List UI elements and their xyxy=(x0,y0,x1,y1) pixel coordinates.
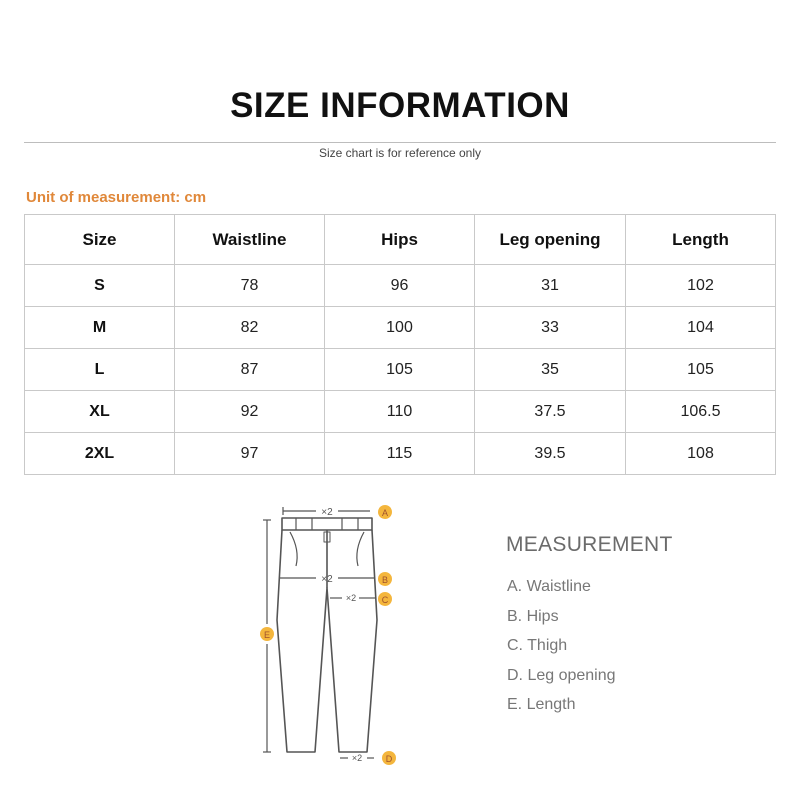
leg-opening-cell: 35 xyxy=(475,349,626,391)
measurement-item-hips: B. Hips xyxy=(507,607,559,625)
table-header-row xyxy=(25,215,776,265)
waist-multiplier: ×2 xyxy=(321,507,333,518)
marker-e-label: E xyxy=(263,630,271,640)
table-row xyxy=(25,349,776,391)
length-cell: 104 xyxy=(626,307,776,349)
measurement-list xyxy=(507,576,616,724)
length-cell: 102 xyxy=(626,265,776,307)
waistline-cell: 78 xyxy=(175,265,325,307)
size-cell: XL xyxy=(25,391,175,433)
size-table xyxy=(24,214,776,475)
hips-cell: 100 xyxy=(325,307,475,349)
marker-b-label: B xyxy=(381,575,389,585)
hips-cell: 115 xyxy=(325,433,475,475)
leg-opening-cell: 39.5 xyxy=(475,433,626,475)
belt-loops xyxy=(296,518,358,530)
table-row xyxy=(25,433,776,475)
size-cell: L xyxy=(25,349,175,391)
page-subtitle: Size chart is for reference only xyxy=(318,146,482,160)
hips-multiplier: ×2 xyxy=(321,574,333,585)
leg-opening-cell: 33 xyxy=(475,307,626,349)
length-cell: 106.5 xyxy=(626,391,776,433)
table-row xyxy=(25,391,776,433)
length-cell: 108 xyxy=(626,433,776,475)
column-header-waistline: Waistline xyxy=(175,215,325,265)
marker-c-label: C xyxy=(381,595,389,605)
column-header-length: Length xyxy=(626,215,776,265)
waistline-cell: 82 xyxy=(175,307,325,349)
size-cell: 2XL xyxy=(25,433,175,475)
column-header-leg-opening: Leg opening xyxy=(475,215,626,265)
pants-outline xyxy=(277,518,377,752)
leg-opening-cell: 31 xyxy=(475,265,626,307)
table-row xyxy=(25,307,776,349)
page-title: SIZE INFORMATION xyxy=(230,86,570,125)
size-cell: S xyxy=(25,265,175,307)
waistline-cell: 92 xyxy=(175,391,325,433)
leg-opening-cell: 37.5 xyxy=(475,391,626,433)
table-row xyxy=(25,265,776,307)
marker-a-label: A xyxy=(381,508,389,518)
measurement-item-leg-opening: D. Leg opening xyxy=(507,666,616,684)
measurement-item-thigh: C. Thigh xyxy=(507,637,568,654)
waistline-cell: 87 xyxy=(175,349,325,391)
size-cell: M xyxy=(25,307,175,349)
waistline-cell: 97 xyxy=(175,433,325,475)
hips-cell: 110 xyxy=(325,391,475,433)
column-header-size: Size xyxy=(25,215,175,265)
column-header-hips: Hips xyxy=(325,215,475,265)
measurement-title: MEASUREMENT xyxy=(506,533,673,556)
pants-diagram xyxy=(250,495,410,775)
measurement-item-waistline: A. Waistline xyxy=(507,578,591,595)
title-divider xyxy=(24,142,776,143)
thigh-multiplier: ×2 xyxy=(345,593,357,603)
marker-d-label: D xyxy=(385,754,393,764)
unit-label: Unit of measurement: cm xyxy=(26,189,207,206)
leg-opening-multiplier: ×2 xyxy=(351,753,363,763)
measurement-item-length: E. Length xyxy=(507,696,576,713)
hips-cell: 105 xyxy=(325,349,475,391)
length-cell: 105 xyxy=(626,349,776,391)
hips-cell: 96 xyxy=(325,265,475,307)
